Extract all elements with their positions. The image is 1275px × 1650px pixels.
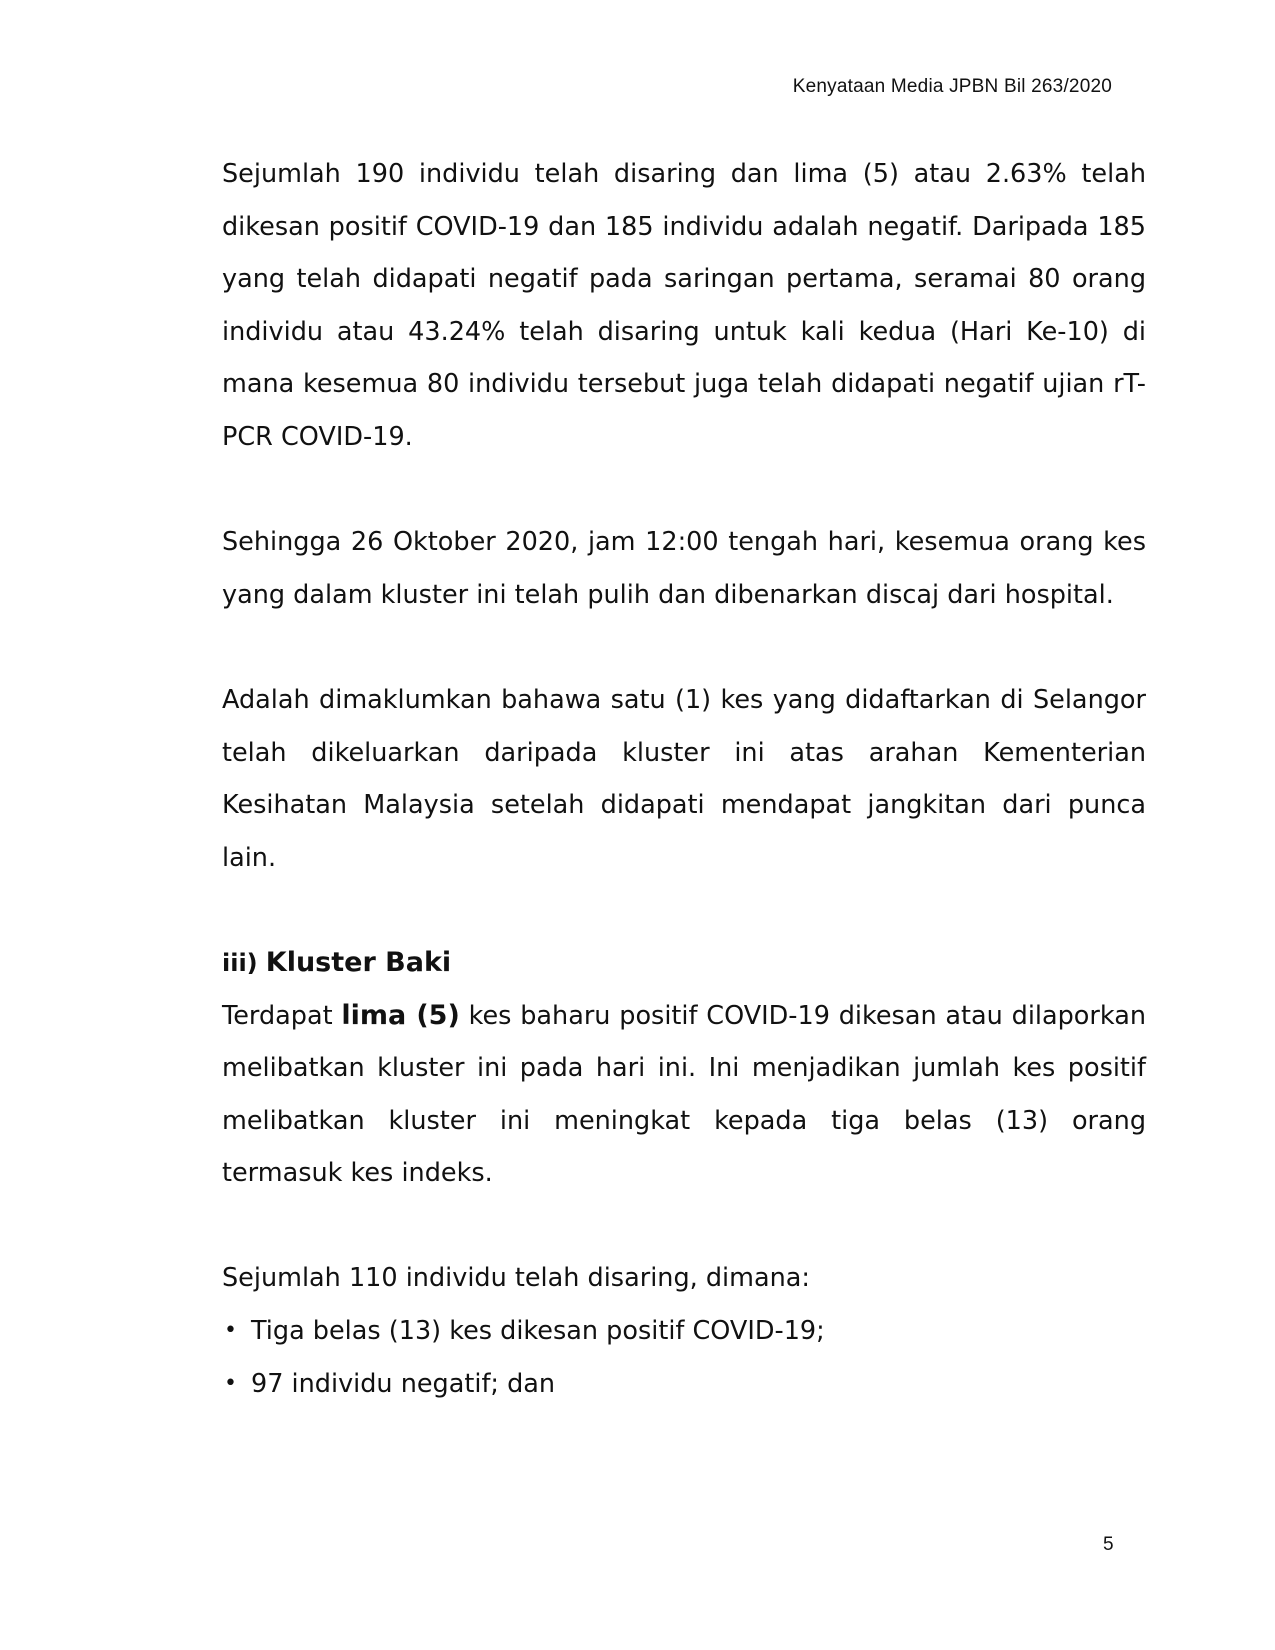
list-item: [222, 1305, 1146, 1358]
paragraph-screened-total: Sejumlah 110 individu telah disaring, dimana:: [222, 1263, 810, 1294]
new-cases-text-start: Terdapat: [222, 1000, 342, 1031]
list-item: [222, 1358, 1146, 1411]
paragraph-recovery-status: Sehingga 26 Oktober 2020, jam 12:00 tengah hari, kesemua orang kes yang dalam kluster ini telah pulih dan dibenarkan discaj dari hospital.: [222, 527, 1146, 610]
paragraph-case-removal: Adalah dimaklumkan bahawa satu (1) kes yang didaftarkan di Selangor telah dikeluarkan daripada kluster ini atas arahan Kementerian Kesihatan Malaysia setelah didapati mendapat jangkitan dari punca lain.: [222, 684, 1146, 873]
screening-results-list: [222, 1305, 1146, 1410]
list-item-text: 97 individu negatif; dan: [251, 1368, 556, 1399]
bullet-dot-icon: •: [224, 1370, 237, 1396]
document-header: Kenyataan Media JPBN Bil 263/2020: [792, 76, 1112, 97]
page-number: 5: [1103, 1534, 1114, 1555]
paragraph-spacer: [222, 621, 1146, 674]
section-title: Kluster Baki: [265, 946, 452, 978]
new-cases-text-end: kes baharu positif COVID-19 dikesan atau dilaporkan melibatkan kluster ini pada hari ini. Ini menjadikan jumlah kes positif melibatkan kluster ini meningkat kepada tiga belas (13) orang termasuk kes indeks.: [222, 1000, 1146, 1189]
paragraph-new-cases: [222, 990, 1146, 1200]
list-item-text: Tiga belas (13) kes dikesan positif COVID-19;: [251, 1316, 825, 1347]
section-number: iii): [222, 948, 258, 977]
document-body: [222, 148, 1146, 1410]
paragraph-spacer: [222, 884, 1146, 937]
paragraph-screening-summary: Sejumlah 190 individu telah disaring dan lima (5) atau 2.63% telah dikesan positif COVID-19 dan 185 individu adalah negatif. Daripada 185 yang telah didapati negatif pada saringan pertama, seramai 80 orang individu atau 43.24% telah disaring untuk kali kedua (Hari Ke-10) di mana kesemua 80 individu tersebut juga telah didapati negatif ujian rT-PCR COVID-19.: [222, 159, 1146, 452]
new-cases-count: lima (5): [341, 999, 460, 1031]
bullet-dot-icon: •: [224, 1318, 237, 1344]
paragraph-spacer: [222, 1200, 1146, 1253]
section-heading: [222, 937, 1146, 990]
paragraph-spacer: [222, 464, 1146, 517]
